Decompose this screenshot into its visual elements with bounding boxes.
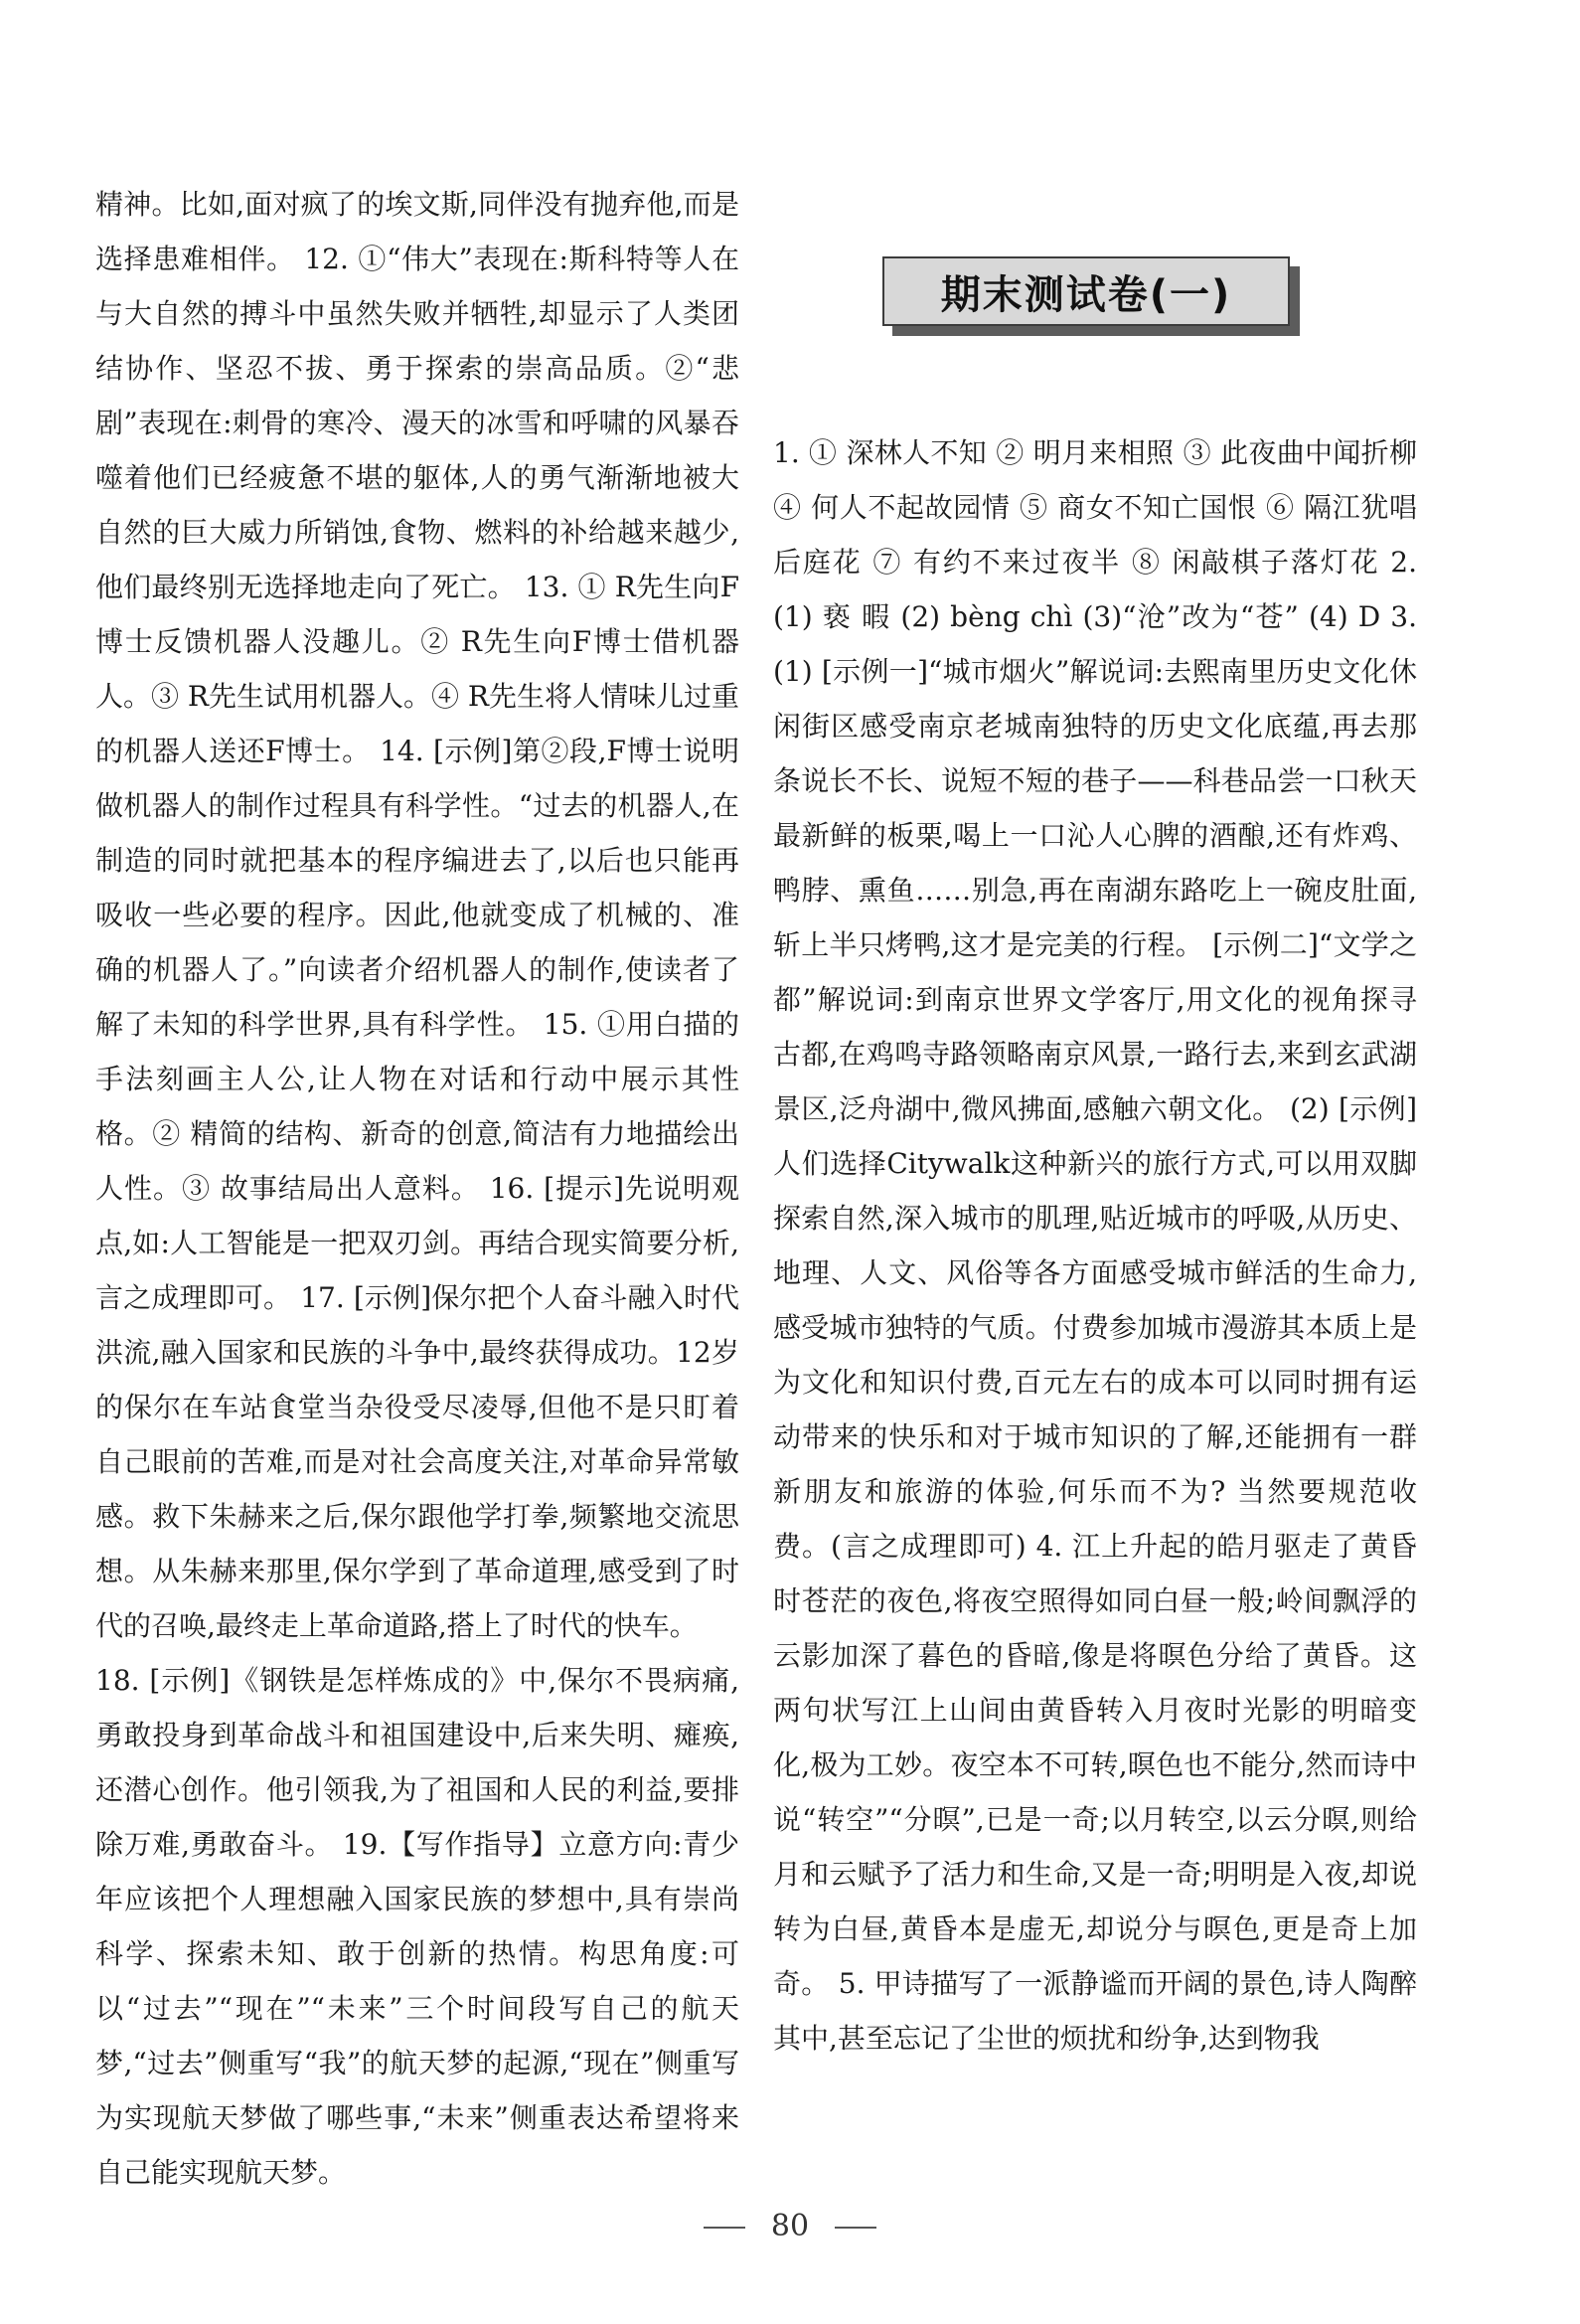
answer-text-right: 1. ① 深林人不知 ② 明月来相照 ③ 此夜曲中闻折柳 ④ 何人不起故园情 ⑤ 商女不知亡国恨 ⑥ 隔江犹唱后庭花 ⑦ 有约不来过夜半 ⑧ 闲敲棋子落灯花 2. (1) 亵 暇 (2) bèng chì (3)“沧”改为“苍” (4) D 3. (1) [示例一]“城市烟火”解说词:去熙南里历史文化休闲街区感受南京老城南独特的历史文化底蕴,再去那条说长不长、说短不短的巷子——科巷品尝一口秋天最新鲜的板栗,喝上一口沁人心脾的酒酿,还有炸鸡、鸭脖、熏鱼……别急,再在南湖东路吃上一碗皮肚面,斩上半只烤鸭,这才是完美的行程。 [示例二]“文学之都”解说词:到南京世界文学客厅,用文化的视角探寻古都,在鸡鸣寺路领略南京风景,一路行去,来到玄武湖景区,泛舟湖中,微风拂面,感触六朝文化。 (2) [示例]人们选择Citywalk这种新兴的旅行方式,可以用双脚探索自然,深入城市的肌理,贴近城市的呼吸,从历史、地理、人文、风俗等各方面感受城市鲜活的生命力,感受城市独特的气质。付费参加城市漫游其本质上是为文化和知识付费,百元左右的成本可以同时拥有运动带来的快乐和对于城市知识的了解,还能拥有一群新朋友和旅游的体验,何乐而不为? 当然要规范收费。(言之成理即可) 4. 江上升起的皓月驱走了黄昏时苍茫的夜色,将夜空照得如同白昼一般;岭间飘浮的云影加深了暮色的昏暗,像是将暝色分给了黄昏。这两句状写江上山间由黄昏转入月夜时光影的明暗变化,极为工妙。夜空本不可转,暝色也不能分,然而诗中说“转空”“分暝”,已是一奇;以月转空,以云分暝,则给月和云赋予了活力和生命,又是一奇;明明是入夜,却说转为白昼,黄昏本是虚无,却说分与暝色,更是奇上加奇。 5. 甲诗描写了一派静谧而开阔的景色,诗人陶醉其中,甚至忘记了尘世的烦扰和纷争,达到物我 <box>773 436 1417 2055</box>
page-footer <box>0 2209 1580 2243</box>
section-title-banner <box>882 256 1300 336</box>
section-title: 期末测试卷(一) <box>882 256 1290 326</box>
answer-text-left: 精神。比如,面对疯了的埃文斯,同伴没有抛弃他,而是选择患难相伴。 12. ①“伟大”表现在:斯科特等人在与大自然的搏斗中虽然失败并牺牲,却显示了人类团结协作、坚忍不拔、勇于探索的崇高品质。②“悲剧”表现在:刺骨的寒冷、漫天的冰雪和呼啸的风暴吞噬着他们已经疲惫不堪的躯体,人的勇气渐渐地被大自然的巨大威力所销蚀,食物、燃料的补给越来越少,他们最终别无选择地走向了死亡。 13. ① R先生向F博士反馈机器人没趣儿。② R先生向F博士借机器人。③ R先生试用机器人。④ R先生将人情味儿过重的机器人送还F博士。 14. [示例]第②段,F博士说明做机器人的制作过程具有科学性。“过去的机器人,在制造的同时就把基本的程序编进去了,以后也只能再吸收一些必要的程序。因此,他就变成了机械的、准确的机器人了。”向读者介绍机器人的制作,使读者了解了未知的科学世界,具有科学性。 15. ①用白描的手法刻画主人公,让人物在对话和行动中展示其性格。② 精简的结构、新奇的创意,简洁有力地描绘出人性。③ 故事结局出人意料。 16. [提示]先说明观点,如:人工智能是一把双刃剑。再结合现实简要分析,言之成理即可。 17. [示例]保尔把个人奋斗融入时代洪流,融入国家和民族的斗争中,最终获得成功。12岁的保尔在车站食堂当杂役受尽凌辱,但他不是只盯着自己眼前的苦难,而是对社会高度关注,对革命异常敏感。救下朱赫来之后,保尔跟他学打拳,频繁地交流思想。从朱赫来那里,保尔学到了革命道理,感受到了时代的召唤,最终走上革命道路,搭上了时代的快车。 <box>95 188 739 1642</box>
page-number: 80 <box>770 2209 810 2243</box>
answer-text-left-2: 18. [示例]《钢铁是怎样炼成的》中,保尔不畏病痛,勇敢投身到革命战斗和祖国建设中,后来失明、瘫痪,还潜心创作。他引领我,为了祖国和人民的利益,要排除万难,勇敢奋斗。 19.【写作指导】立意方向:青少年应该把个人理想融入国家民族的梦想中,具有崇尚科学、探索未知、敢于创新的热情。构思角度:可以“过去”“现在”“未来”三个时间段写自己的航天梦,“过去”侧重写“我”的航天梦的起源,“现在”侧重写为实现航天梦做了哪些事,“未来”侧重表达希望将来自己能实现航天梦。 <box>95 1664 739 2189</box>
footer-dash-right <box>835 2227 876 2229</box>
footer-dash-left <box>704 2227 745 2229</box>
right-column <box>773 425 1417 2066</box>
left-column <box>95 177 739 2200</box>
